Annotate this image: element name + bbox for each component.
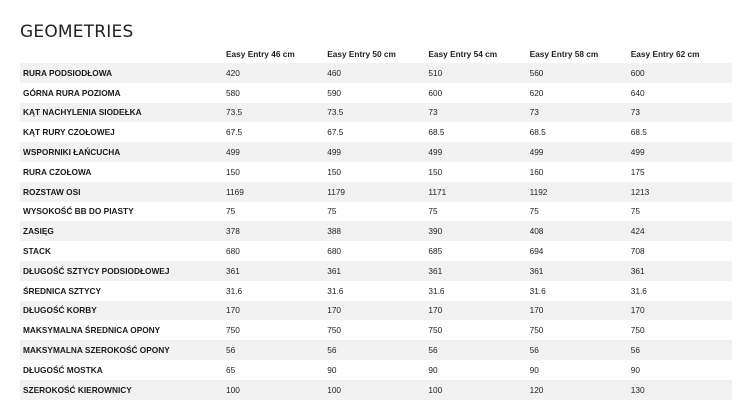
table-cell: 1213 [630,186,650,197]
table-row [20,301,732,321]
table-cell: 65 [226,364,236,375]
table-cell: 73.5 [226,107,243,118]
table-cell: 361 [529,265,544,276]
row-label: SZEROKOŚĆ KIEROWNICY [23,384,132,395]
table-cell: 56 [226,345,236,356]
table-cell: 1192 [529,186,548,197]
table-cell: 750 [327,325,342,336]
table-cell: 67.5 [226,127,243,138]
table-row [20,122,732,142]
table-cell: 75 [226,206,236,217]
table-cell: 75 [327,206,337,217]
table-row [20,281,732,301]
table-cell: 590 [327,87,342,98]
table-cell: 31.6 [226,285,243,296]
column-header: Easy Entry 50 cm [327,49,396,59]
row-label: ŚREDNICA SZTYCY [23,285,102,296]
table-cell: 510 [428,67,443,78]
table-cell: 499 [327,147,342,158]
table-cell: 130 [630,384,645,395]
table-row [20,162,732,182]
table-body [20,63,732,400]
table-cell: 390 [428,226,443,237]
table-cell: 31.6 [529,285,546,296]
table-row [20,340,732,360]
table-cell: 170 [428,305,443,316]
table-cell: 90 [630,364,640,375]
table-row [20,221,732,241]
table-cell: 560 [529,67,544,78]
table-cell: 580 [226,87,240,98]
table-cell: 73 [630,107,640,118]
table-cell: 170 [630,305,645,316]
table-cell: 170 [327,305,342,316]
table-cell: 640 [630,87,645,98]
table-cell: 388 [327,226,342,237]
table-cell: 750 [428,325,443,336]
table-cell: 378 [226,226,240,237]
row-label: MAKSYMALNA ŚREDNICA OPONY [23,325,161,336]
row-label: GÓRNA RURA POZIOMA [23,87,121,98]
column-header: Easy Entry 54 cm [428,49,498,59]
table-row [20,63,732,83]
table-cell: 150 [428,166,443,177]
table-cell: 361 [226,265,240,276]
table-cell: 499 [529,147,544,158]
table-cell: 685 [428,246,443,257]
table-row [20,360,732,380]
table-cell: 100 [428,384,443,395]
row-label: ROZSTAW OSI [23,186,81,197]
row-label: ZASIĘG [23,226,54,237]
table-cell: 680 [226,246,240,257]
table-cell: 68.5 [630,127,647,138]
table-cell: 31.6 [428,285,445,296]
row-label: RURA PODSIODŁOWA [23,67,113,78]
table-cell: 56 [428,345,438,356]
table-cell: 708 [630,246,645,257]
table-cell: 120 [529,384,544,395]
table-cell: 620 [529,87,544,98]
geometry-section [20,18,732,400]
row-label: KĄT NACHYLENIA SIODEŁKA [23,107,142,118]
table-cell: 90 [529,364,539,375]
table-header-row [20,46,732,63]
table-cell: 150 [226,166,240,177]
row-label: RURA CZOŁOWA [23,166,92,177]
table-cell: 67.5 [327,127,344,138]
table-cell: 100 [226,384,240,395]
table-row [20,142,732,162]
table-cell: 68.5 [428,127,445,138]
table-cell: 499 [630,147,645,158]
table-cell: 361 [630,265,645,276]
table-cell: 75 [630,206,640,217]
table-cell: 90 [327,364,337,375]
row-label: WSPORNIKI ŁAŃCUCHA [23,147,121,158]
geometry-table [20,46,732,400]
table-cell: 1169 [226,186,244,197]
header-corner [20,46,226,63]
table-cell: 170 [226,305,240,316]
table-cell: 750 [630,325,645,336]
table-row [20,202,732,222]
row-label: MAKSYMALNA SZEROKOŚĆ OPONY [23,345,170,356]
row-label: STACK [23,246,51,257]
column-header: Easy Entry 62 cm [630,49,700,59]
table-row [20,241,732,261]
table-row [20,83,732,103]
table-cell: 160 [529,166,544,177]
table-cell: 600 [428,87,443,98]
table-cell: 75 [529,206,539,217]
table-cell: 73.5 [327,107,344,118]
table-cell: 73 [529,107,539,118]
row-label: WYSOKOŚĆ BB DO PIASTY [23,206,134,217]
page-title: GEOMETRIES [20,22,134,42]
table-cell: 460 [327,67,342,78]
table-cell: 600 [630,67,645,78]
table-cell: 499 [428,147,443,158]
table-row [20,380,732,400]
table-cell: 175 [630,166,645,177]
table-cell: 1179 [327,186,346,197]
table-cell: 750 [226,325,240,336]
table-cell: 420 [226,67,240,78]
row-label: KĄT RURY CZOŁOWEJ [23,127,115,138]
row-label: DŁUGOŚĆ MOSTKA [23,364,103,375]
table-cell: 31.6 [630,285,647,296]
table-row [20,103,732,123]
table-cell: 499 [226,147,240,158]
table-cell: 73 [428,107,438,118]
row-label: DŁUGOŚĆ KORBY [23,305,97,316]
table-cell: 31.6 [327,285,344,296]
table-cell: 408 [529,226,544,237]
table-cell: 150 [327,166,342,177]
table-cell: 361 [428,265,443,276]
table-row [20,261,732,281]
table-cell: 75 [428,206,438,217]
table-row [20,320,732,340]
table-cell: 424 [630,226,645,237]
column-header: Easy Entry 58 cm [529,49,599,59]
table-cell: 56 [529,345,539,356]
table-cell: 56 [630,345,640,356]
table-cell: 68.5 [529,127,546,138]
row-label: DŁUGOŚĆ SZTYCY PODSIODŁOWEJ [23,265,170,276]
table-row [20,182,732,202]
table-cell: 170 [529,305,544,316]
table-cell: 90 [428,364,438,375]
table-cell: 100 [327,384,342,395]
column-header: Easy Entry 46 cm [226,49,295,59]
table-cell: 694 [529,246,544,257]
table-cell: 680 [327,246,342,257]
table-cell: 1171 [428,186,447,197]
table-cell: 361 [327,265,342,276]
table-cell: 56 [327,345,337,356]
table-cell: 750 [529,325,544,336]
